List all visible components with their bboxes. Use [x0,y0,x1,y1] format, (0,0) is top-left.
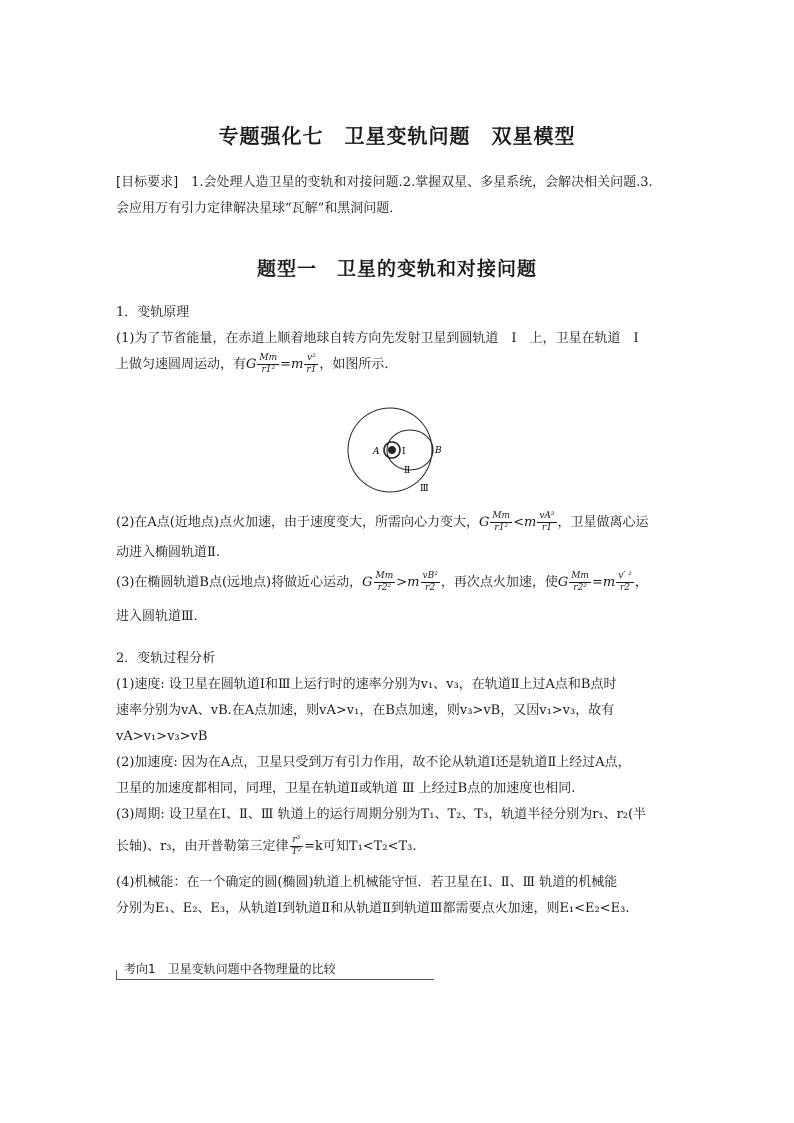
formula-1-left-fraction: $\frac{Mm}{\text{r1²}}$ [259,353,278,375]
period-line-1: (3)周期: 设卫星在Ⅰ、Ⅱ、Ⅲ 轨道上的运行周期分别为T₁、T₂、T₃，轨道半径分别为r₁、r₂(半 [116,807,647,822]
velocity-line-2: 速率分别为vA、vB.在A点加速，则vA>v₁，在B点加速，则v₃>vB，又因v₁>v₃，故有 [116,703,615,718]
velocity-line-1: (1)速度: 设卫星在圆轨道Ⅰ和Ⅲ上运行时的速率分别为v₁、v₃，在轨道Ⅱ上过A点和B点时 [116,677,617,692]
principle-2-line-2: 动进入椭圆轨道Ⅱ. [116,545,220,560]
heading-1: 1．变轨原理 [116,305,190,320]
orbit-diagram [346,405,446,495]
earth-dot [388,446,396,454]
formula-1-right-fraction: $\frac{\text{v²}}{r1}$ [306,353,317,375]
formula-2-left-fraction: $\frac{Mm}{\text{r1²}}$ [492,511,511,533]
kaoxiang-header [116,958,434,982]
formula-3-left-fraction: $\frac{Mm}{\text{r2²}}$ [375,571,394,593]
kaoxiang-label: 考向1 卫星变轨问题中各物理量的比较 [124,962,336,976]
label-I: I [402,447,406,457]
kaoxiang-underline [116,979,434,980]
objective-tag: [目标要求] [116,175,179,190]
principle-2-line-1: (2)在A点(近地点)点火加速，由于速度变大，所需向心力变大，G $\frac{Mm}{\text{r1²}}$ <m $\frac{\text{vA²}}{r1}$ ，卫星做离心运 [116,511,649,533]
page-title: 专题强化七 卫星变轨问题 双星模型 [218,124,576,148]
principle-3-line-2: 进入圆轨道Ⅲ. [116,609,198,624]
kaoxiang-tick [116,970,117,980]
principle-3-line-1: (3)在椭圆轨道B点(远地点)将做近心运动，G $\frac{Mm}{\text{r2²}}$ >m $\frac{\text{vB²}}{r2}$ ，再次点火加速，使G $\frac{Mm}{\text{r2²}}$ =m $\frac{\text{v′ ²}}{r2}$ ， [116,571,648,593]
period-line-2: 长轴)、r₃，由开普勒第三定律 $\frac{\text{r³}}{\text{T²}}$ =k可知T₁<T₂<T₃. [116,835,417,857]
principle-1-line-1: (1)为了节省能量，在赤道上顺着地球自转方向先发射卫星到圆轨道 Ⅰ 上，卫星在轨道 Ⅰ [116,331,639,346]
section-2 [116,646,682,922]
objective-line-1: [目标要求] 1.会处理人造卫星的变轨和对接问题.2.掌握双星、多星系统，会解决相关问题.3. [116,175,653,190]
section-1-part-b [116,510,682,630]
acceleration-line-2: 卫星的加速度都相同，同理，卫星在轨道Ⅱ或轨道 Ⅲ 上经过B点的加速度也相同. [116,781,576,796]
section-title: 题型一 卫星的变轨和对接问题 [256,258,537,280]
label-III: Ⅲ [420,484,429,494]
energy-line-1: (4)机械能：在一个确定的圆(椭圆)轨道上机械能守恒．若卫星在Ⅰ、Ⅱ、Ⅲ 轨道的机械能 [116,875,618,890]
label-A: A [373,447,380,457]
kepler-fraction: $\frac{\text{r³}}{\text{T²}}$ [291,835,302,857]
velocity-line-3: vA>v₁>v₃>vB [116,729,208,744]
energy-line-2: 分别为E₁、E₂、E₃，从轨道Ⅰ到轨道Ⅱ和从轨道Ⅱ到轨道Ⅲ都需要点火加速，则E₁<E₂<E₃. [116,901,630,916]
formula-2-right-fraction: $\frac{\text{vA²}}{r1}$ [539,511,555,533]
section-1-part-a [116,300,682,380]
formula-4-right-fraction: $\frac{\text{v′ ²}}{r2}$ [618,571,632,593]
objective-block [116,170,682,222]
heading-2: 2．变轨过程分析 [116,651,216,666]
principle-1-line-2: 上做匀速圆周运动，有G $\frac{Mm}{\text{r1²}}$ =m $\frac{\text{v²}}{r1}$ ，如图所示． [116,353,398,375]
formula-4-left-fraction: $\frac{Mm}{\text{r2²}}$ [571,571,589,593]
acceleration-line-1: (2)加速度: 因为在A点，卫星只受到万有引力作用，故不论从轨道Ⅰ还是轨道Ⅱ上经过A点， [116,755,631,770]
label-II: Ⅱ [404,466,411,476]
objective-line-2: 会应用万有引力定律解决星球“瓦解”和黑洞问题． [116,201,403,216]
label-B: B [435,446,442,456]
formula-3-right-fraction: $\frac{\text{vB²}}{r2}$ [422,571,438,593]
